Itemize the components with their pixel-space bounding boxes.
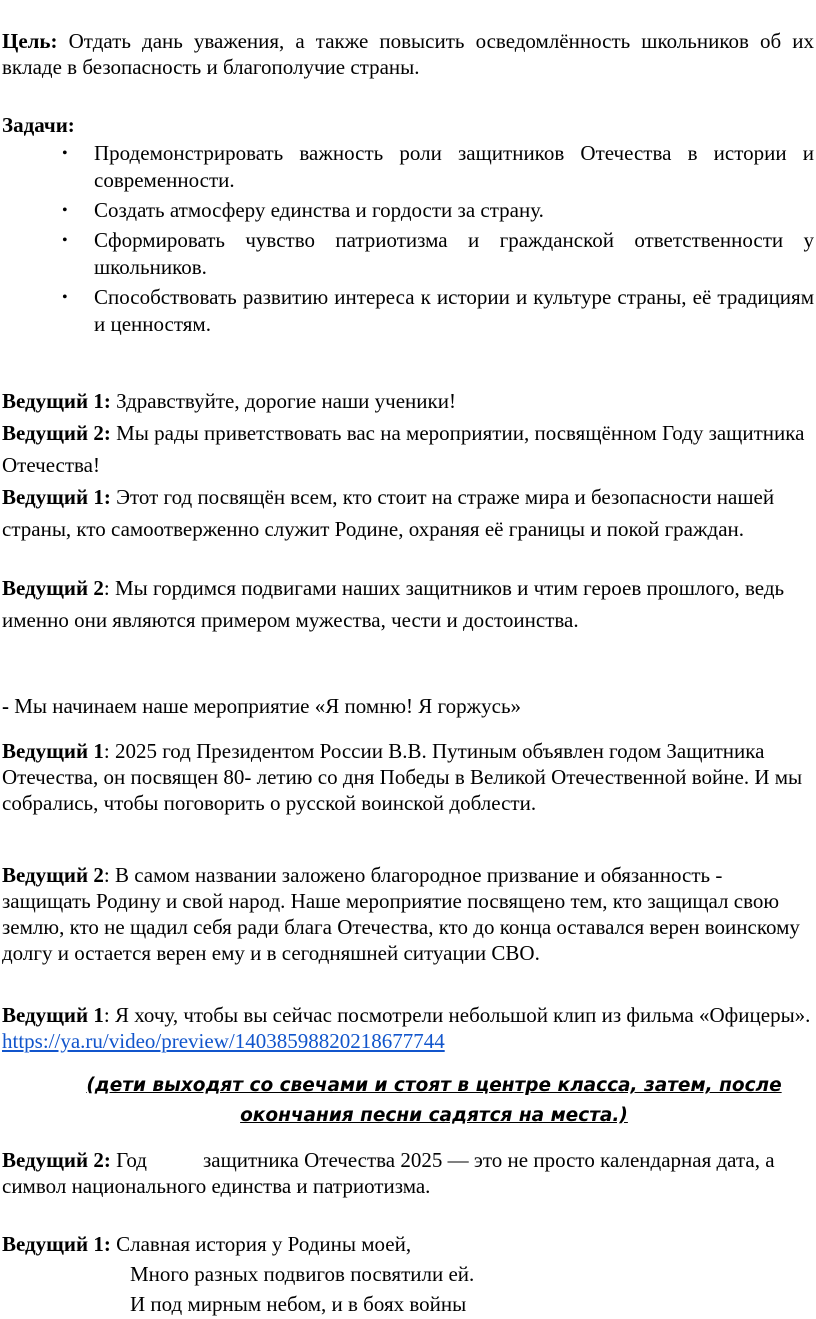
bullet-icon: •	[62, 289, 68, 306]
goal-text: Отдать дань уважения, а также повысить осведомлённость школьников об их вкладе в безопасность и благополучие страны.	[2, 29, 814, 79]
script-line: Ведущий 1: 2025 год Президентом России В.В. Путиным объявлен годом Защитника Отечества, он посвящен 80- летию со дня Победы в Великой Отечественной войне. И мы собрались, чтобы поговорить о русской воинской доблести.	[2, 739, 803, 815]
bullet-icon: •	[62, 232, 68, 249]
speaker-label: Ведущий 2	[2, 576, 104, 600]
poem-line: Много разных подвигов посвятили ей.	[130, 1262, 475, 1286]
script-line: - Мы начинаем наше мероприятие «Я помню! Я горжусь»	[2, 694, 522, 718]
bullet-icon: •	[62, 145, 68, 162]
goal-label: Цель:	[2, 29, 58, 53]
script-line: Ведущий 1: Здравствуйте, дорогие наши ученики!	[2, 389, 456, 413]
list-item: • Создать атмосферу единства и гордости за страну.	[62, 198, 544, 222]
video-link[interactable]: https://ya.ru/video/preview/14038598820218677744	[2, 1029, 445, 1053]
speaker-label: Ведущий 1	[2, 1003, 104, 1027]
list-item: • Сформировать чувство патриотизма и гражданской ответственности у школьников.	[62, 228, 814, 279]
poem-line: Ведущий 1: Славная история у Родины моей,	[2, 1232, 412, 1256]
tasks-heading: Задачи:	[2, 113, 75, 137]
dash-label: -	[2, 694, 9, 718]
script-line: Ведущий 1: Этот год посвящён всем, кто стоит на страже мира и безопасности нашей страны, кто самоотверженно служит Родине, охраняя её границы и покой граждан.	[2, 485, 775, 541]
stage-direction: (дети выходят со свечами и стоят в центре класса, затем, после окончания песни садятся на места.)	[86, 1075, 782, 1126]
script-line: Ведущий 2: Мы гордимся подвигами наших защитников и чтим героев прошлого, ведь именно они являются примером мужества, чести и достоинства.	[2, 576, 785, 632]
speaker-label: Ведущий 1:	[2, 389, 111, 413]
speaker-label: Ведущий 1:	[2, 485, 111, 509]
poem-line: И под мирным небом, и в боях войны	[130, 1292, 467, 1316]
script-line: Ведущий 2: Мы рады приветствовать вас на мероприятии, посвящённом Году защитника Отечества!	[2, 421, 805, 477]
speaker-label: Ведущий 2:	[2, 421, 111, 445]
script-line: Ведущий 1: Я хочу, чтобы вы сейчас посмотрели небольшой клип из фильма «Офицеры». https://ya.ru/video/preview/14038598820218677744	[2, 1003, 811, 1053]
speaker-label: Ведущий 2	[2, 863, 104, 887]
goal-paragraph	[2, 28, 814, 80]
list-item: • Продемонстрировать важность роли защитников Отечества в истории и современности.	[62, 141, 814, 192]
tasks-list	[0, 140, 816, 341]
bullet-icon: •	[62, 202, 68, 219]
speaker-label: Ведущий 2:	[2, 1148, 111, 1172]
list-item: • Способствовать развитию интереса к истории и культуре страны, её традициям и ценностям.	[62, 285, 814, 336]
poem-block	[2, 1229, 814, 1319]
speaker-label: Ведущий 1	[2, 739, 104, 763]
speaker-label: Ведущий 1:	[2, 1232, 111, 1256]
script-line: Ведущий 2: В самом названии заложено благородное призвание и обязанность - защищать Родину и свой народ. Наше мероприятие посвящено тем, кто защищал свою землю, кто не щадил себя ради блага Отечества, кто до конца оставался верен воинскому долгу и остается верен ему и в сегодняшней ситуации СВО.	[2, 863, 800, 965]
script-line: Ведущий 2: Год защитника Отечества 2025 — это не просто календарная дата, а символ национального единства и патриотизма.	[2, 1148, 775, 1198]
